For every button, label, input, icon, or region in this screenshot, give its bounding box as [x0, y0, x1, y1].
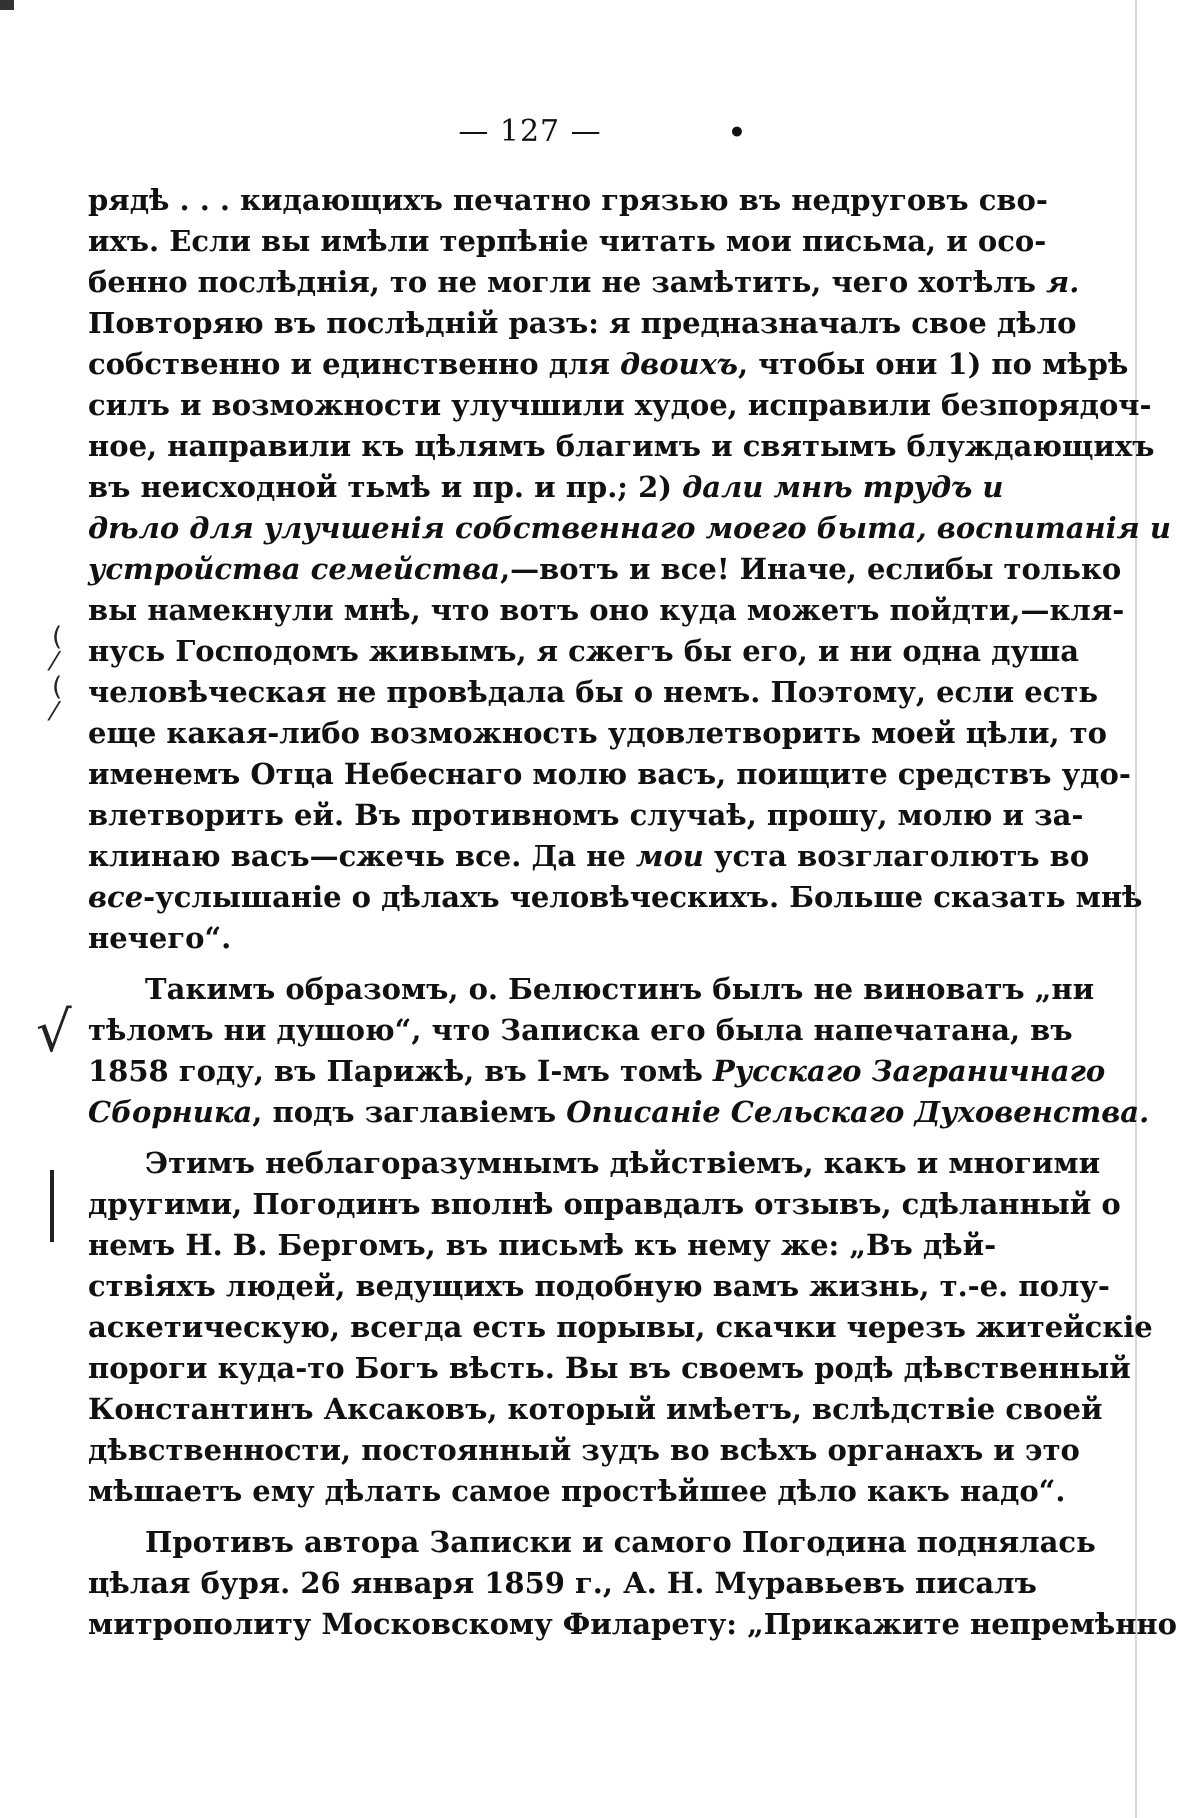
- text-line: [88, 1471, 1066, 1512]
- italic-text: устройства семейства: [88, 552, 501, 586]
- text-segment: силъ и возможности улучшили худое, исправили безпорядоч-: [88, 388, 1152, 422]
- margin-bar-mark: [50, 1170, 54, 1242]
- text-line: [88, 1430, 1080, 1471]
- text-line: [88, 344, 1129, 385]
- text-segment: Противъ автора Записки и самого Погодина поднялась: [145, 1525, 1096, 1559]
- text-line: [88, 754, 1131, 795]
- body-text: [88, 180, 1177, 1645]
- text-line: [88, 221, 1047, 262]
- text-line: [88, 1010, 1073, 1051]
- text-line: [88, 385, 1152, 426]
- scan-corner-mark: [0, 0, 14, 10]
- italic-text: Описаніе Сельскаго Духовенства.: [566, 1095, 1150, 1129]
- text-segment: еще какая-либо возможность удовлетворить моей цѣли, то: [88, 716, 1107, 750]
- text-line: [88, 672, 1099, 713]
- text-segment: аскетическую, всегда есть порывы, скачки черезъ житейскіе: [88, 1310, 1153, 1344]
- page-dot: •: [728, 116, 746, 149]
- italic-text: Русскаго Заграничнаго: [712, 1054, 1106, 1088]
- italic-text: дали мнѣ трудъ и: [682, 470, 1004, 504]
- text-segment: другими, Погодинъ вполнѣ оправдалъ отзывъ, сдѣланный о: [88, 1187, 1121, 1221]
- text-line: [88, 1184, 1121, 1225]
- text-line: [88, 426, 1155, 467]
- text-line: [88, 1563, 1037, 1604]
- text-segment: ихъ. Если вы имѣли терпѣніе читать мои письма, и осо-: [88, 224, 1047, 258]
- italic-text: двоихъ: [620, 347, 739, 381]
- text-segment: бенно послѣднія, то не могли не замѣтить, чего хотѣлъ: [88, 265, 1047, 299]
- text-segment: ствіяхъ людей, ведущихъ подобную вамъ жизнь, т.-е. полу-: [88, 1269, 1110, 1303]
- text-segment: Такимъ образомъ, о. Белюстинъ былъ не виноватъ „ни: [145, 972, 1095, 1006]
- text-line: [88, 836, 1090, 877]
- text-segment: , чтобы они 1) по мѣрѣ: [738, 347, 1129, 381]
- text-segment: Этимъ неблагоразумнымъ дѣйствіемъ, какъ и многими: [145, 1146, 1101, 1180]
- text-segment: рядѣ . . . кидающихъ печатно грязью въ недруговъ сво-: [88, 183, 1048, 217]
- text-line: [88, 1266, 1110, 1307]
- italic-text: все: [88, 880, 144, 914]
- text-segment: клинаю васъ—сжечь все. Да не: [88, 839, 636, 873]
- text-line: [88, 1225, 997, 1266]
- text-segment: цѣлая буря. 26 января 1859 г., А. Н. Муравьевъ писалъ: [88, 1566, 1037, 1600]
- text-line: [88, 303, 1077, 344]
- text-segment: ,—вотъ и все! Иначе, еслибы только: [500, 552, 1122, 586]
- text-segment: митрополиту Московскому Филарету: „Прикажите непремѣнно: [88, 1607, 1177, 1641]
- text-segment: вы намекнули мнѣ, что вотъ оно куда можетъ пойдти,—кля-: [88, 593, 1125, 627]
- italic-text: Сборника: [88, 1095, 253, 1129]
- text-line: [88, 262, 1080, 303]
- text-segment: , подъ заглавіемъ: [252, 1095, 567, 1129]
- text-segment: Константинъ Аксаковъ, который имѣетъ, вслѣдствіе своей: [88, 1392, 1103, 1426]
- text-segment: 1858 году, въ Парижѣ, въ I-мъ томѣ: [88, 1054, 713, 1088]
- text-line: [88, 590, 1125, 631]
- text-line: [88, 631, 1080, 672]
- page-number: — 127 —: [458, 114, 602, 149]
- text-segment: тѣломъ ни душою“, что Записка его была напечатана, въ: [88, 1013, 1073, 1047]
- text-segment: нечего“.: [88, 921, 232, 955]
- margin-check-mark: √: [36, 1000, 72, 1065]
- text-segment: ное, направили къ цѣлямъ благимъ и святымъ блуждающихъ: [88, 429, 1155, 463]
- text-line: [88, 1389, 1103, 1430]
- text-line: [88, 1307, 1153, 1348]
- text-segment: человѣческая не провѣдала бы о немъ. Поэтому, если есть: [88, 675, 1099, 709]
- text-segment: -услышаніе о дѣлахъ человѣческихъ. Больше сказать мнѣ: [143, 880, 1143, 914]
- text-line: [88, 969, 1095, 1010]
- text-line: [88, 508, 1171, 549]
- text-line: [88, 1348, 1131, 1389]
- text-line: [88, 549, 1122, 590]
- text-segment: дѣвственности, постоянный зудъ во всѣхъ органахъ и это: [88, 1433, 1080, 1467]
- text-segment: мѣшаетъ ему дѣлать самое простѣйшее дѣло какъ надо“.: [88, 1474, 1066, 1508]
- text-line: [88, 1051, 1106, 1092]
- margin-ticks: ( ⁄ ( ⁄: [52, 622, 63, 727]
- italic-text: я.: [1046, 265, 1080, 299]
- text-line: [88, 918, 938, 959]
- italic-text: мои: [635, 839, 704, 873]
- text-line: [88, 180, 1048, 221]
- text-segment: немъ Н. В. Бергомъ, въ письмѣ къ нему же: „Въ дѣй-: [88, 1228, 997, 1262]
- text-segment: влетворить ей. Въ противномъ случаѣ, прошу, молю и за-: [88, 798, 1084, 832]
- text-segment: пороги куда-то Богъ вѣсть. Вы въ своемъ родѣ дѣвственный: [88, 1351, 1131, 1385]
- text-segment: Повторяю въ послѣдній разъ: я предназначалъ свое дѣло: [88, 306, 1077, 340]
- text-segment: нусь Господомъ живымъ, я сжегъ бы его, и ни одна душа: [88, 634, 1080, 668]
- text-line: [88, 1092, 1150, 1133]
- text-line: [88, 795, 1084, 836]
- text-line: [88, 877, 1143, 918]
- text-line: [88, 1522, 1096, 1563]
- text-segment: именемъ Отца Небеснаго молю васъ, поищите средствъ удо-: [88, 757, 1131, 791]
- text-segment: въ неисходной тьмѣ и пр. и пр.; 2): [88, 470, 683, 504]
- text-line: [88, 713, 1107, 754]
- text-segment: собственно и единственно для: [88, 347, 620, 381]
- text-segment: уста возглаголютъ во: [703, 839, 1090, 873]
- text-line: [88, 467, 1004, 508]
- text-line: [88, 1604, 1177, 1645]
- italic-text: дѣло для улучшенія собственнаго моего быта, воспитанія и: [88, 511, 1171, 545]
- text-line: [88, 1143, 1101, 1184]
